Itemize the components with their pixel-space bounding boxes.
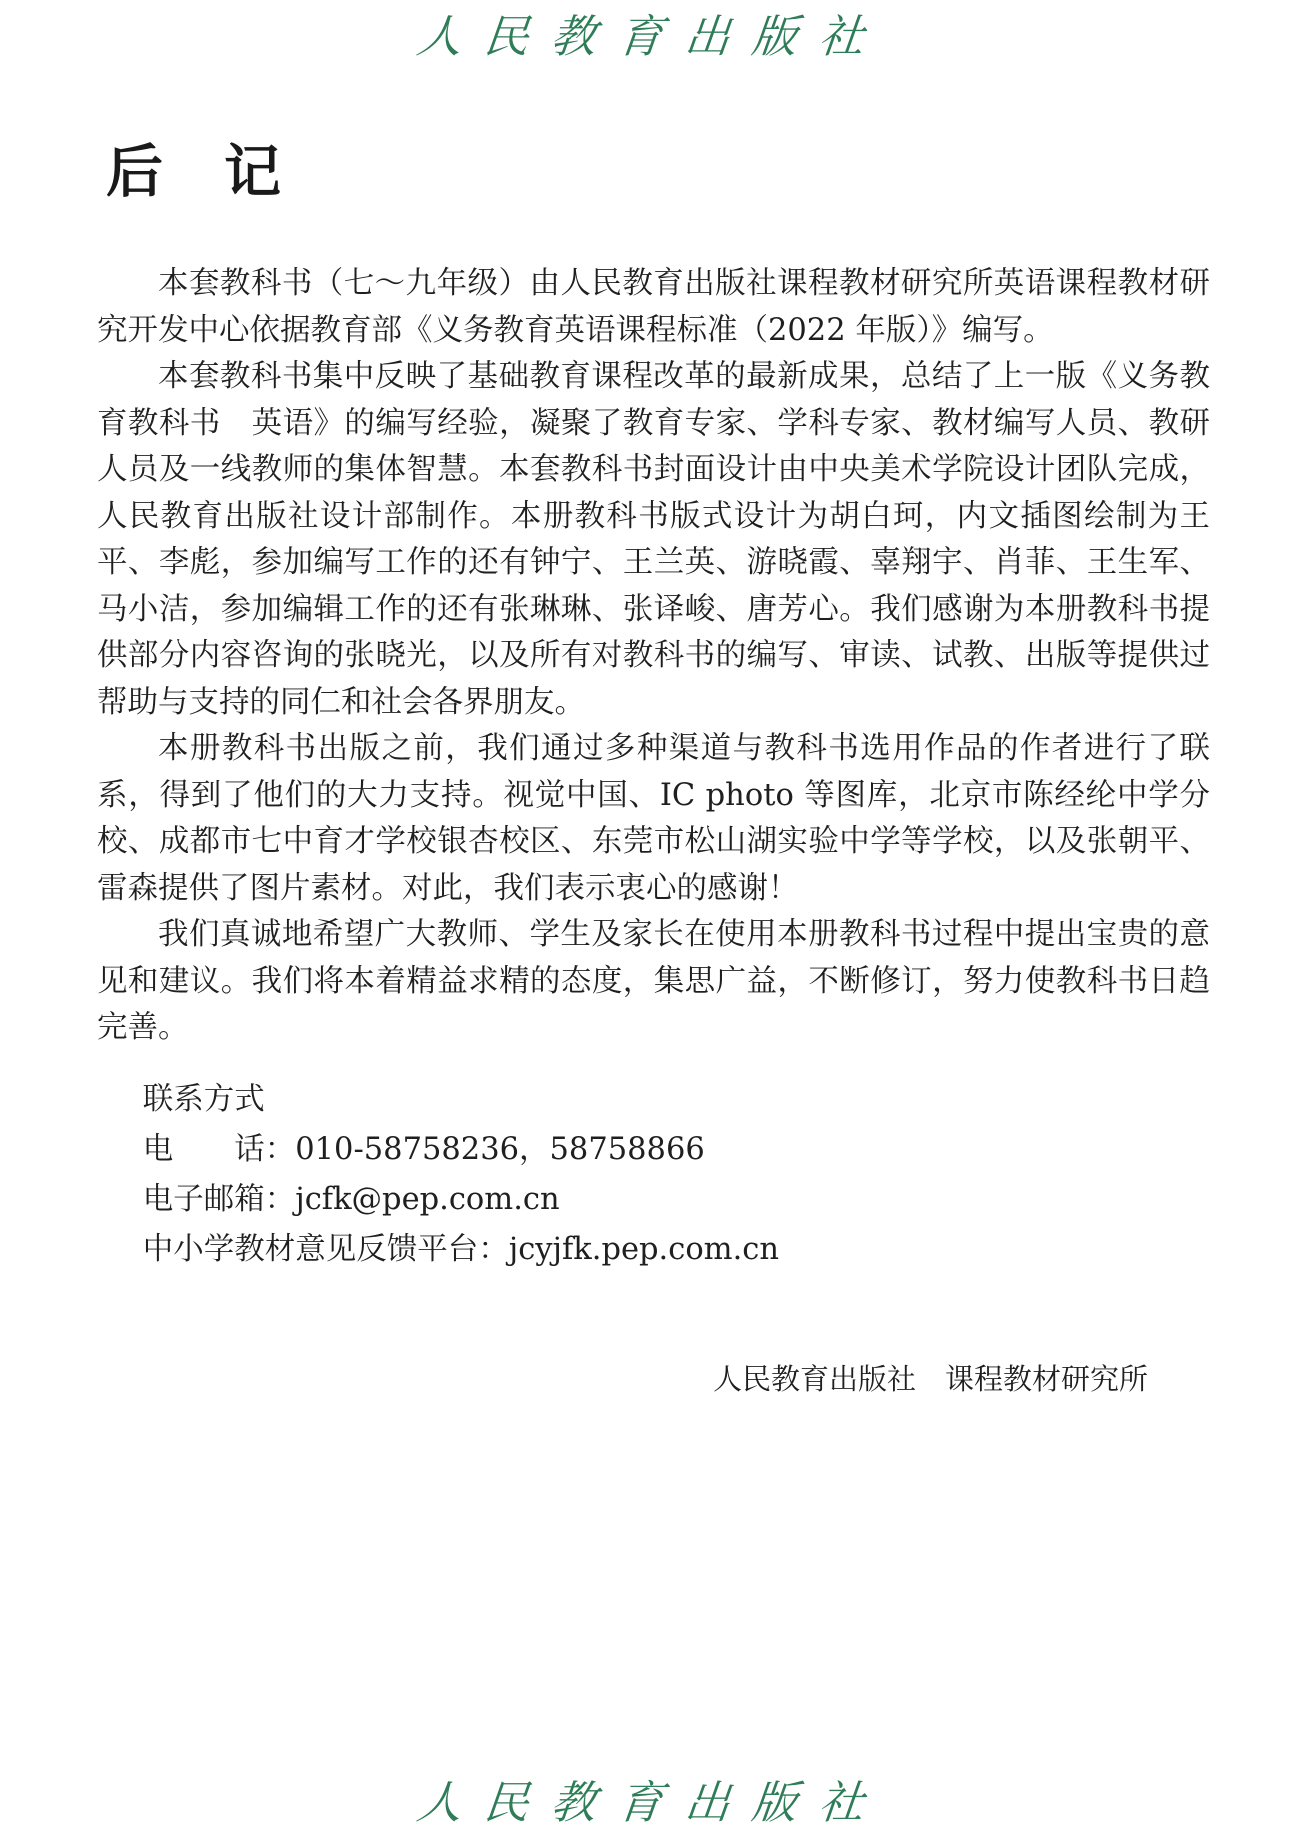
contact-heading: 联系方式 (142, 1082, 265, 1117)
contact-email-line: 电子邮箱：jcfk@pep.com.cn (142, 1182, 560, 1217)
publisher-calligraphy-logo-bottom: 人民教育出版社 (414, 1776, 889, 1829)
contact-feedback-platform-line: 中小学教材意见反馈平台：jcyjfk.pep.com.cn (142, 1232, 780, 1267)
page-title: 后 记 (106, 138, 283, 205)
contact-section (97, 1075, 1210, 1275)
attribution-line: 人民教育出版社 课程教材研究所 (712, 1362, 1148, 1396)
paragraph-contributors: 本套教科书集中反映了基础教育课程改革的最新成果，总结了上一版《义务教育教科书 英语》的编写经验，凝聚了教育专家、学科专家、教材编写人员、教研人员及一线教师的集体智慧。本套教科书封面设计由中央美术学院设计团队完成，人民教育出版社设计部制作。本册教科书版式设计为胡白珂，内文插图绘制为王平、李彪，参加编写工作的还有钟宁、王兰英、游晓霞、辜翔宇、肖菲、王生军、马小洁，参加编辑工作的还有张琳琳、张译峻、唐芳心。我们感谢为本册教科书提供部分内容咨询的张晓光，以及所有对教科书的编写、审读、试教、出版等提供过帮助与支持的同仁和社会各界朋友。 (97, 359, 1210, 720)
paragraph-editorial-origin: 本套教科书（七～九年级）由人民教育出版社课程教材研究所英语课程教材研究开发中心依据教育部《义务教育英语课程标准（2022 年版）》编写。 (97, 266, 1210, 348)
paragraph-feedback-invitation: 我们真诚地希望广大教师、学生及家长在使用本册教科书过程中提出宝贵的意见和建议。我们将本着精益求精的态度，集思广益，不断修订，努力使教科书日趋完善。 (97, 917, 1210, 1045)
paragraph-acknowledgements: 本册教科书出版之前，我们通过多种渠道与教科书选用作品的作者进行了联系，得到了他们的大力支持。视觉中国、IC photo 等图库，北京市陈经纶中学分校、成都市七中育才学校银杏校区、东莞市松山湖实验中学等学校，以及张朝平、雷森提供了图片素材。对此，我们表示衷心的感谢！ (97, 731, 1210, 906)
body-text (97, 261, 1210, 1052)
publisher-calligraphy-logo-top: 人民教育出版社 (414, 10, 889, 63)
contact-phone-line: 电 话：010-58758236，58758866 (142, 1132, 705, 1167)
